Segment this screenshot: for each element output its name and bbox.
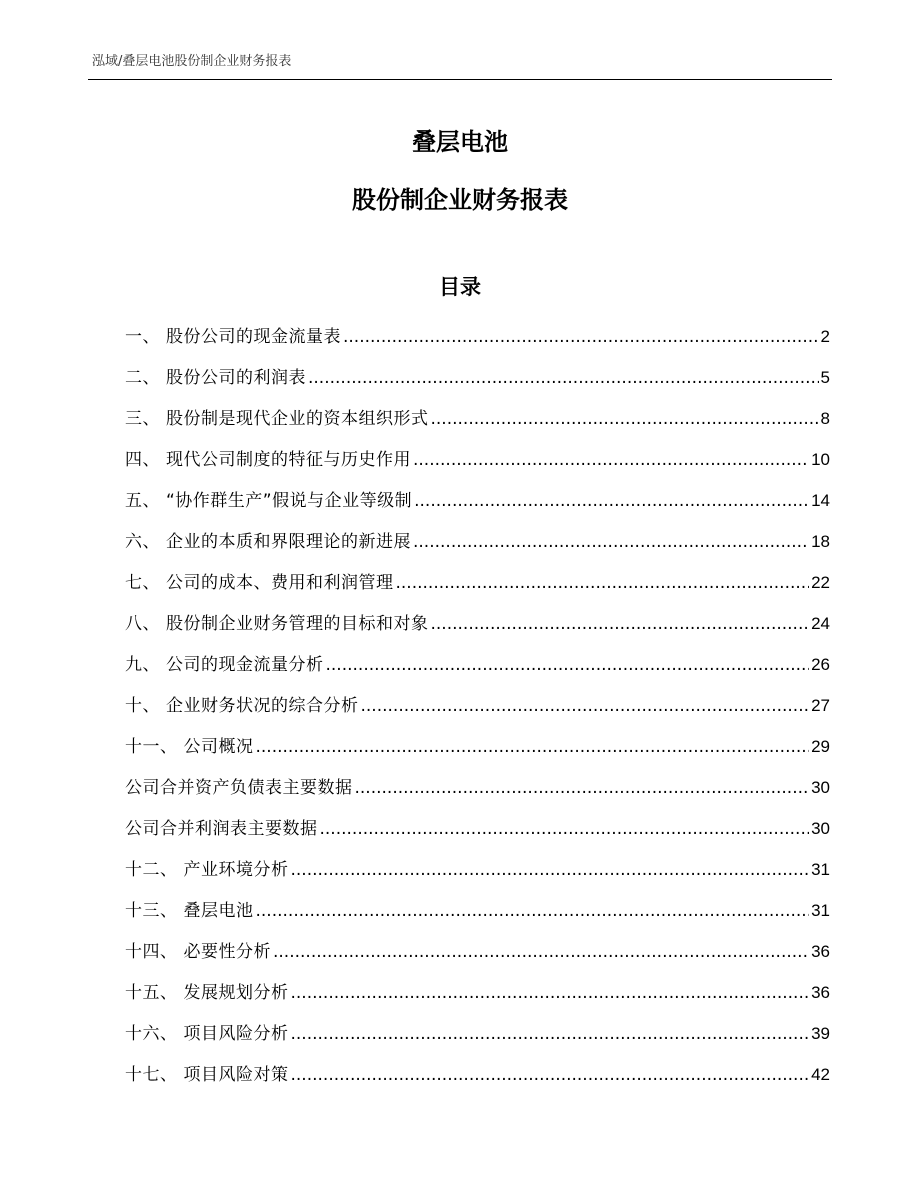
running-header: 泓域/叠层电池股份制企业财务报表 (92, 54, 292, 69)
toc-entry-title: 项目风险分析 (183, 1024, 289, 1044)
toc-entry-title: 企业的本质和界限理论的新进展 (166, 532, 411, 552)
table-of-contents (125, 322, 830, 1101)
toc-entry-title: 公司的成本、费用和利润管理 (166, 573, 394, 593)
toc-entry-number: 七、 (125, 573, 160, 593)
toc-entry-page: 8 (820, 409, 830, 428)
toc-dot-leader (355, 778, 810, 798)
toc-dot-leader (361, 696, 810, 716)
toc-entry-number: 三、 (125, 409, 160, 429)
toc-entry-number: 六、 (125, 532, 160, 552)
toc-entry-title: 股份制企业财务管理的目标和对象 (166, 614, 429, 634)
toc-entry-title: 股份公司的利润表 (166, 368, 306, 388)
toc-entry-number: 十、 (125, 696, 160, 716)
toc-entry-page: 29 (811, 737, 830, 756)
toc-dot-leader (320, 819, 810, 839)
toc-dot-leader (414, 491, 809, 511)
toc-entry[interactable] (125, 978, 830, 1019)
toc-dot-leader (431, 409, 819, 429)
toc-entry[interactable] (125, 445, 830, 486)
toc-entry-page: 36 (811, 942, 830, 961)
toc-entry-number: 十七、 (125, 1065, 178, 1085)
toc-dot-leader (291, 983, 810, 1003)
toc-entry[interactable] (125, 773, 830, 814)
toc-entry[interactable] (125, 691, 830, 732)
toc-entry-number: 十三、 (125, 901, 178, 921)
toc-dot-leader (326, 655, 810, 675)
toc-entry-title: 公司合并利润表主要数据 (125, 819, 318, 839)
toc-entry-page: 10 (811, 450, 830, 469)
toc-entry-page: 27 (811, 696, 830, 715)
toc-entry[interactable] (125, 814, 830, 855)
toc-entry-page: 2 (820, 327, 830, 346)
toc-dot-leader (413, 532, 809, 552)
toc-entry-title: 叠层电池 (183, 901, 254, 921)
toc-entry-page: 24 (811, 614, 830, 633)
toc-entry[interactable] (125, 855, 830, 896)
toc-dot-leader (308, 368, 819, 388)
toc-entry-title: 股份制是现代企业的资本组织形式 (166, 409, 429, 429)
toc-entry-page: 36 (811, 983, 830, 1002)
toc-entry[interactable] (125, 609, 830, 650)
toc-entry-number: 十一、 (125, 737, 178, 757)
toc-entry-page: 30 (811, 778, 830, 797)
toc-dot-leader (256, 737, 810, 757)
toc-entry[interactable] (125, 896, 830, 937)
toc-entry-number: 二、 (125, 368, 160, 388)
toc-entry[interactable] (125, 363, 830, 404)
toc-entry-page: 39 (811, 1024, 830, 1043)
toc-entry-number: 十五、 (125, 983, 178, 1003)
toc-entry-number: 十六、 (125, 1024, 178, 1044)
toc-entry-page: 26 (811, 655, 830, 674)
toc-entry-page: 14 (811, 491, 830, 510)
toc-entry-title: 产业环境分析 (183, 860, 289, 880)
toc-entry-title: 公司的现金流量分析 (166, 655, 324, 675)
toc-entry[interactable] (125, 322, 830, 363)
toc-entry[interactable] (125, 937, 830, 978)
toc-dot-leader (291, 1024, 810, 1044)
toc-entry[interactable] (125, 732, 830, 773)
toc-entry[interactable] (125, 1019, 830, 1060)
header-divider (88, 79, 832, 80)
toc-entry[interactable] (125, 650, 830, 691)
toc-dot-leader (431, 614, 810, 634)
toc-entry-number: 九、 (125, 655, 160, 675)
toc-dot-leader (396, 573, 810, 593)
toc-entry-title: 股份公司的现金流量表 (166, 327, 341, 347)
toc-entry-page: 31 (811, 901, 830, 920)
toc-dot-leader (256, 901, 810, 921)
toc-dot-leader (291, 1065, 810, 1085)
toc-entry[interactable] (125, 527, 830, 568)
toc-dot-leader (413, 450, 809, 470)
toc-entry-title: 发展规划分析 (183, 983, 289, 1003)
document-subtitle: 股份制企业财务报表 (352, 186, 568, 214)
toc-entry[interactable] (125, 486, 830, 527)
toc-entry[interactable] (125, 404, 830, 445)
toc-entry-page: 42 (811, 1065, 830, 1084)
toc-entry-page: 22 (811, 573, 830, 592)
toc-entry-number: 四、 (125, 450, 160, 470)
toc-entry-title: 公司概况 (183, 737, 254, 757)
toc-entry-page: 5 (820, 368, 830, 387)
toc-entry-title: 企业财务状况的综合分析 (166, 696, 359, 716)
toc-heading: 目录 (439, 275, 481, 299)
toc-entry-page: 30 (811, 819, 830, 838)
toc-entry-title: 现代公司制度的特征与历史作用 (166, 450, 411, 470)
toc-entry-number: 八、 (125, 614, 160, 634)
toc-entry-number: 十四、 (125, 942, 178, 962)
toc-entry-number: 五、 (125, 491, 160, 511)
toc-entry-number: 十二、 (125, 860, 178, 880)
toc-dot-leader (273, 942, 809, 962)
toc-entry[interactable] (125, 568, 830, 609)
toc-entry-title: “协作群生产”假说与企业等级制 (166, 491, 413, 511)
document-title: 叠层电池 (412, 128, 508, 156)
toc-entry-page: 18 (811, 532, 830, 551)
toc-entry-number: 一、 (125, 327, 160, 347)
toc-dot-leader (343, 327, 819, 347)
toc-entry-title: 公司合并资产负债表主要数据 (125, 778, 353, 798)
toc-entry-title: 必要性分析 (183, 942, 271, 962)
toc-entry[interactable] (125, 1060, 830, 1101)
toc-dot-leader (291, 860, 810, 880)
toc-entry-page: 31 (811, 860, 830, 879)
toc-entry-title: 项目风险对策 (183, 1065, 289, 1085)
